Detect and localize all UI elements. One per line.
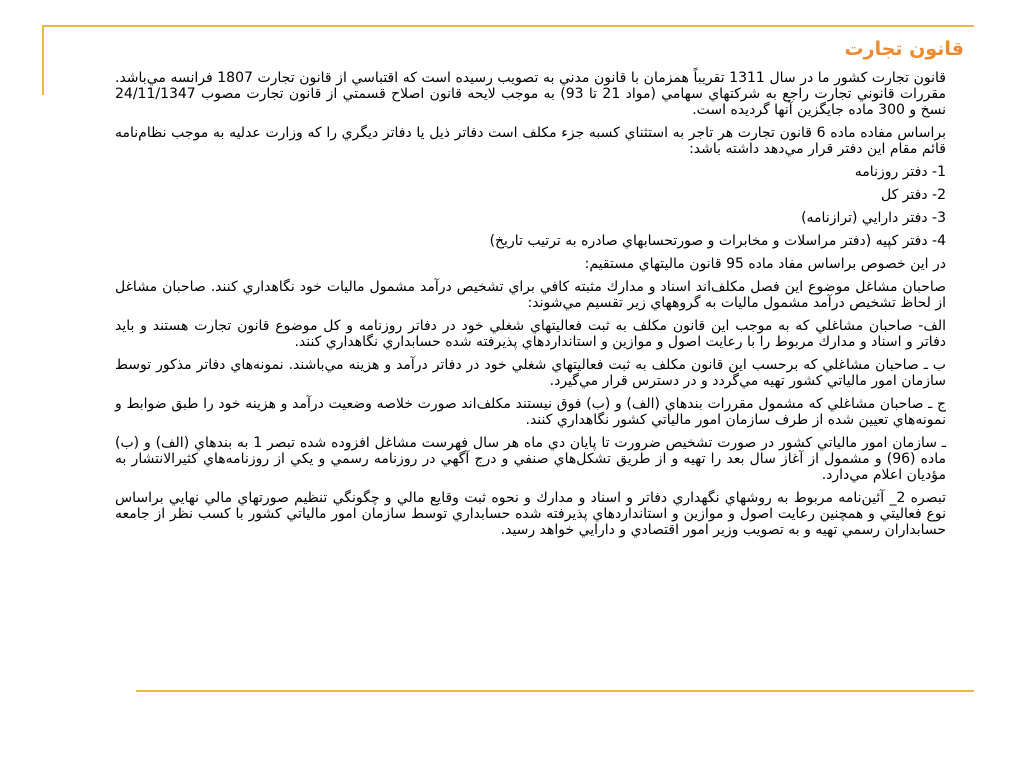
list-item-ledger: 2- دفتر كل: [880, 187, 946, 203]
frame-left-line: [42, 25, 44, 95]
paragraph-group-jim: ج ـ صاحبان مشاغلي كه مشمول مقررات بندهاي (الف) و (ب) فوق نيستند مكلف‌اند صورت خلاصه وضعيت درآمد و هزينه خود را طبق ضوابط و نمونه‌هاي تعيين شده از طرف سازمان امور مالياتي كشور نگاهداري كنند.: [115, 396, 946, 428]
paragraph-note-2: تبصره 2_ آئين‌نامه مربوط به روشهاي نگهداري دفاتر و اسناد و مدارك و نحوه ثبت وقايع مالي و چگونگي تنظيم صورتهاي مالي نهايي براساس نوع فعاليتي و همچنين رعايت اصول و موازين و استانداردهاي پذيرفته شده حسابداري توسط سازمان امور مالياتي كشور با كسب نظر از جامعه حسابداران رسمي تهيه و به تصويب وزير امور اقتصادي و دارايي خواهد رسيد.: [115, 490, 946, 538]
slide-title: قانون تجارت: [844, 38, 964, 60]
paragraph-article-6: براساس مفاده ماده 6 قانون تجارت هر تاجر به استثناي كسبه جزء مكلف است دفاتر ذيل يا دفاتر ديگري را كه وزارت عدليه به موجب نظام‌نامه قائم مقام اين دفتر قرار مي‌دهد داشته باشد:: [115, 125, 946, 157]
paragraph-group-alef: الف- صاحبان مشاغلي كه به موجب اين قانون مكلف به ثبت فعاليتهاي شغلي خود در دفاتر روزنامه و كل موضوع قانون تجارت هستند و بايد دفاتر و اسناد و مدارك مربوط را با رعايت اصول و موازين و استانداردهاي پذيرفته شده حسابداري نگاهداري كنند.: [115, 318, 946, 350]
list-item-copy-book: 4- دفتر كپيه (دفتر مراسلات و مخابرات و صورتحسابهاي صادره به ترتيب تاريخ): [489, 233, 946, 249]
list-item-journal: 1- دفتر روزنامه: [854, 164, 946, 180]
frame-bottom-line: [136, 690, 974, 692]
paragraph-group-be: ب ـ صاحبان مشاغلي كه برحسب اين قانون مكلف به ثبت فعاليتهاي شغلي خود در دفاتر درآمد و هزينه مي‌باشند. نمونه‌هاي دفاتر مذكور توسط سازمان امور مالياتي كشور تهيه مي‌گردد و در دسترس قرار مي‌گيرد.: [115, 357, 946, 389]
slide-body: [115, 70, 946, 545]
paragraph-business-owners: صاحبان مشاغل موضوع اين فصل مكلف‌اند اسناد و مدارك مثبته كافي براي تشخيص درآمد مشمول ماليات خود نگاهداري كنند. صاحبان مشاغل از لحاظ تشخيص درآمد مشمول ماليات به گروههاي زير تقسيم مي‌شوند:: [115, 279, 946, 311]
paragraph-article-95: در اين خصوص براساس مفاد ماده 95 قانون ماليتهاي مستقيم:: [584, 256, 946, 272]
list-item-assets: 3- دفتر دارايي (ترازنامه): [801, 210, 946, 226]
frame-top-line: [42, 25, 974, 27]
paragraph-note-1: ـ سازمان امور مالياتي كشور در صورت تشخيص ضرورت تا پايان دي ماه هر سال فهرست مشاغل افزوده شده تبصر 1 به بندهاي (الف) و (ب) ماده (96) و مشمول از آغاز سال بعد را تهيه و از طريق تشكل‌هاي صنفي و درج آگهي در روزنامه رسمي و يكي از روزنامه‌هاي كثيرالانتشار به مؤديان اعلام مي‌دارد.: [115, 435, 946, 483]
paragraph-intro: قانون تجارت كشور ما در سال 1311 تقريباً همزمان با قانون مدني به تصويب رسيده است كه اقتباسي از قانون تجارت 1807 فرانسه مي‌باشد. مقررات قانوني تجارت راجع به شركتهاي سهامي (مواد 21 تا 93) به موجب لايحه قانون اصلاح قسمتي از قانون تجارت مصوب 24/11/1347 نسخ و 300 ماده جايگزين آنها گرديده است.: [115, 70, 946, 118]
